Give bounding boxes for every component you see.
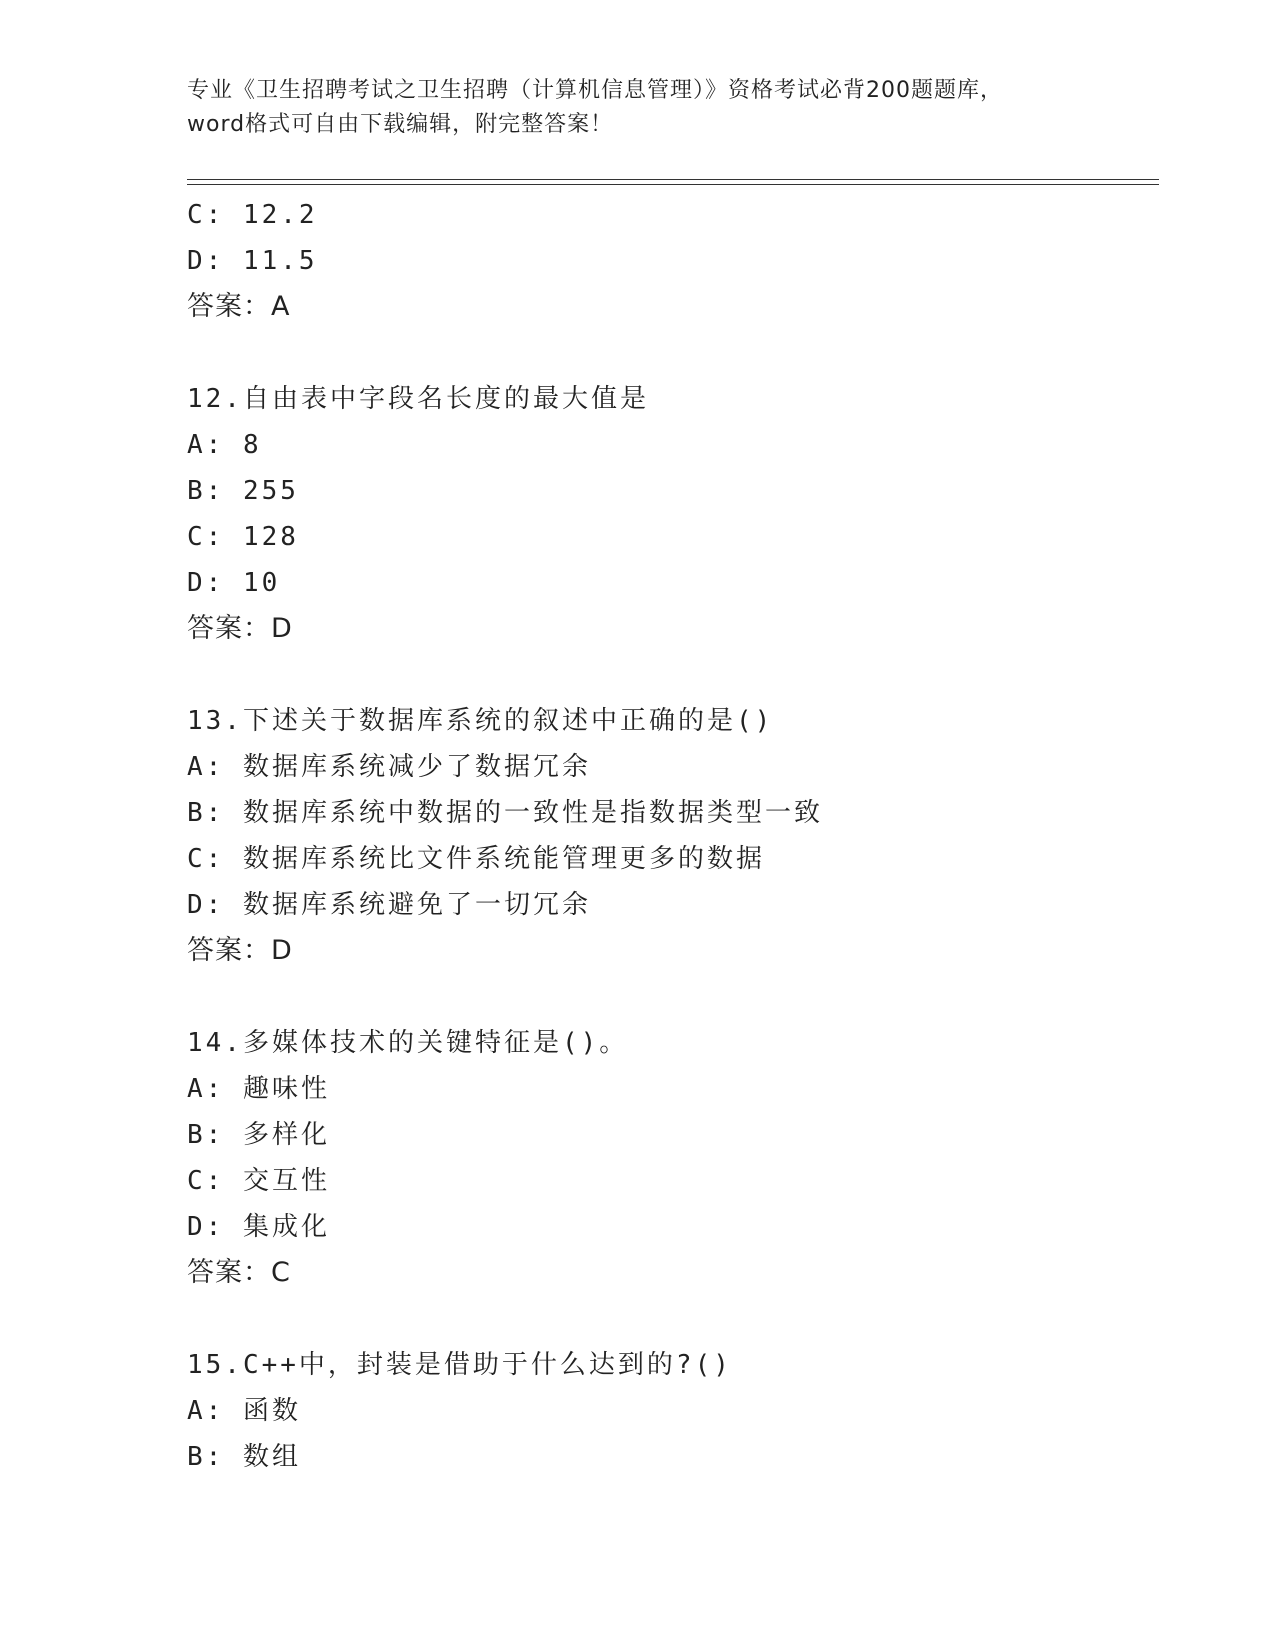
question-14 bbox=[187, 1020, 1147, 1296]
header-divider-top bbox=[187, 179, 1159, 180]
answer-line: 答案：C bbox=[187, 1257, 291, 1288]
answer-line: 答案：D bbox=[187, 935, 293, 966]
option-d: D: 10 bbox=[187, 568, 281, 598]
option-c: C: 数据库系统比文件系统能管理更多的数据 bbox=[187, 844, 765, 874]
question-stem: 12.自由表中字段名长度的最大值是 bbox=[187, 384, 649, 414]
option-a: A: 函数 bbox=[187, 1396, 301, 1426]
answer-line: 答案：A bbox=[187, 291, 291, 322]
question-stem: 14.多媒体技术的关键特征是()。 bbox=[187, 1028, 629, 1058]
option-c: C: 128 bbox=[187, 522, 299, 552]
question-15 bbox=[187, 1342, 1147, 1480]
option-c: C: 12.2 bbox=[187, 200, 318, 230]
option-b: B: 255 bbox=[187, 476, 299, 506]
question-stem: 13.下述关于数据库系统的叙述中正确的是() bbox=[187, 706, 774, 736]
spacer bbox=[187, 652, 1147, 698]
option-a: A: 8 bbox=[187, 430, 262, 460]
header-title-line-2: word格式可自由下载编辑，附完整答案！ bbox=[187, 112, 614, 137]
option-b: B: 数组 bbox=[187, 1442, 301, 1472]
question-stem: 15.C++中，封装是借助于什么达到的?() bbox=[187, 1350, 732, 1380]
option-c: C: 交互性 bbox=[187, 1166, 330, 1196]
option-a: A: 趣味性 bbox=[187, 1074, 330, 1104]
option-d: D: 集成化 bbox=[187, 1212, 330, 1242]
document-header bbox=[187, 74, 1087, 142]
header-title-line-1: 专业《卫生招聘考试之卫生招聘（计算机信息管理）》资格考试必背200题题库， bbox=[187, 78, 1003, 103]
spacer bbox=[187, 1296, 1147, 1342]
header-divider-bottom bbox=[187, 184, 1159, 185]
option-d: D: 11.5 bbox=[187, 246, 318, 276]
question-list bbox=[187, 192, 1147, 1480]
option-d: D: 数据库系统避免了一切冗余 bbox=[187, 890, 591, 920]
spacer bbox=[187, 330, 1147, 376]
question-13 bbox=[187, 698, 1147, 974]
answer-line: 答案：D bbox=[187, 613, 293, 644]
question-11-continued bbox=[187, 192, 1147, 330]
option-b: B: 多样化 bbox=[187, 1120, 330, 1150]
option-a: A: 数据库系统减少了数据冗余 bbox=[187, 752, 591, 782]
option-b: B: 数据库系统中数据的一致性是指数据类型一致 bbox=[187, 798, 823, 828]
question-12 bbox=[187, 376, 1147, 652]
spacer bbox=[187, 974, 1147, 1020]
